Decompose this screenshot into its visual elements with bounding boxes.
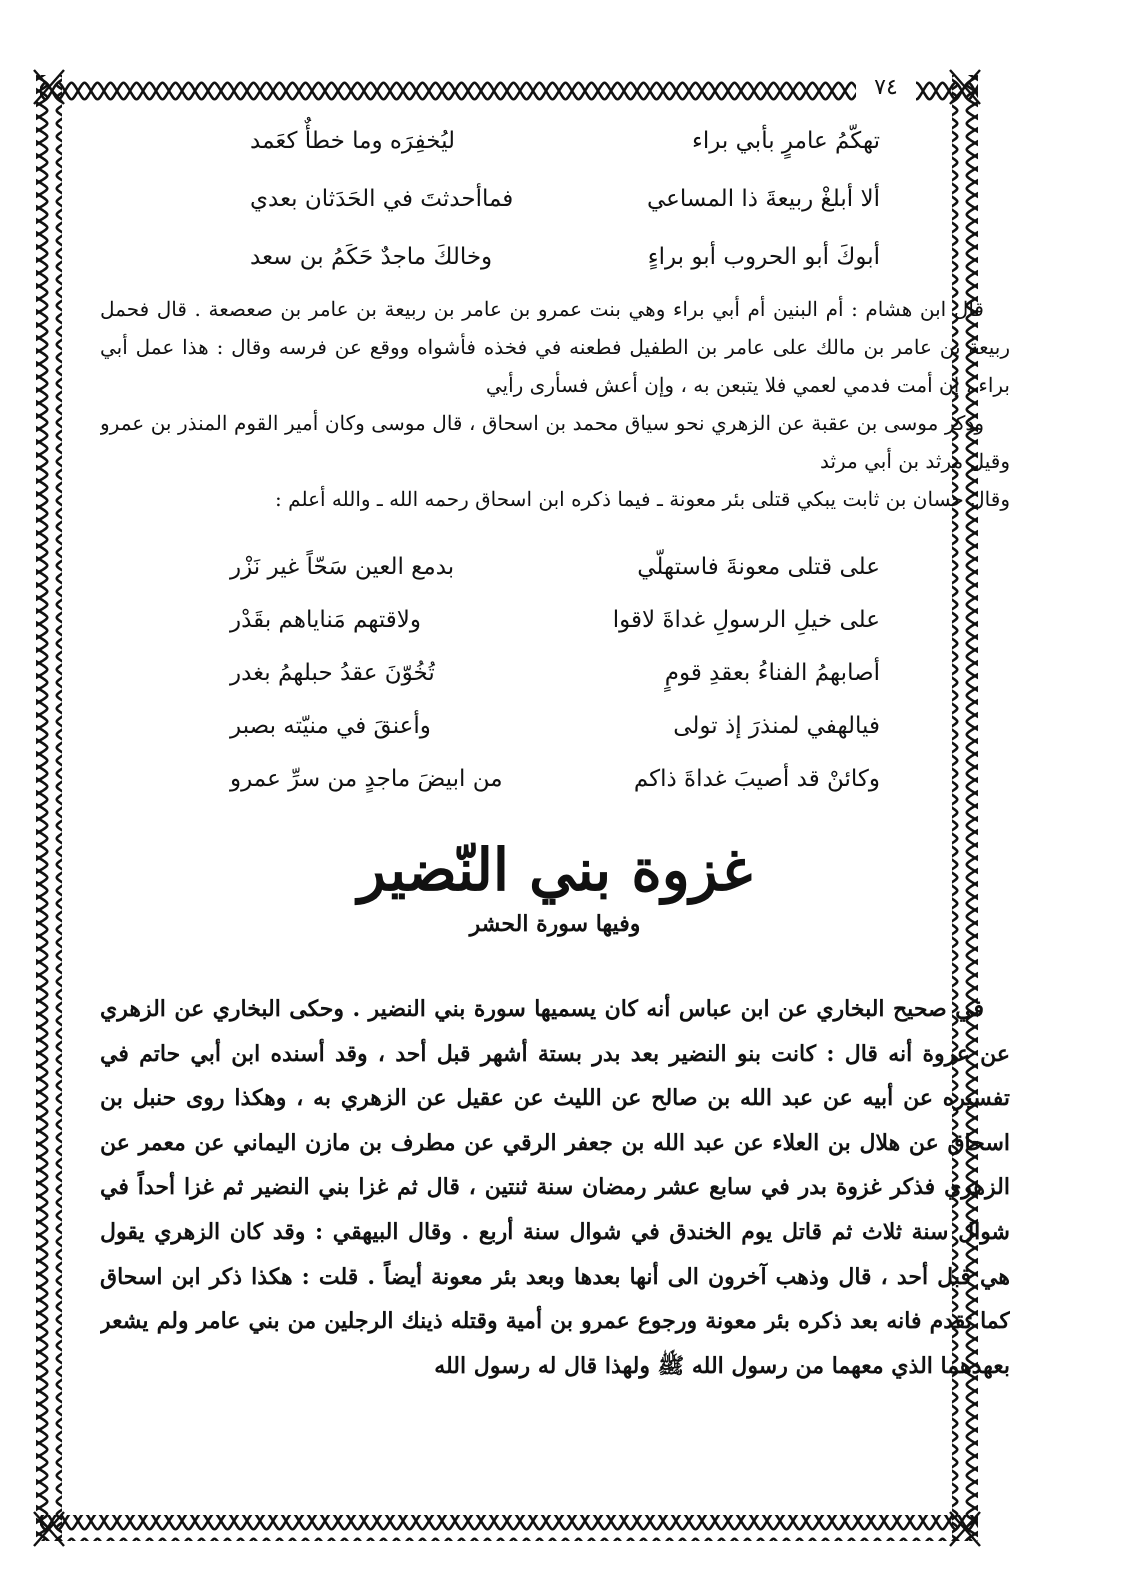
verse-first-hemistich: على قتلى معونةَ فاستهلّي (637, 553, 880, 580)
chapter-subtitle: وفيها سورة الحشر (469, 911, 641, 937)
prose-block-1 (100, 290, 1010, 518)
verse-first-hemistich: فيالهفي لمنذرَ إذ تولى (673, 712, 880, 739)
paragraph: وقال حسان بن ثابت يبكي قتلى بئر معونة ـ فيما ذكره ابن اسحاق رحمه الله ـ والله أعلم : (275, 487, 1010, 511)
verse-first-hemistich: تهكّمُ عامرٍ بأبي براء (692, 128, 880, 154)
verse-first-hemistich: أصابهمُ الفناءُ بعقدِ قومٍ (664, 659, 880, 686)
verse-line (230, 752, 880, 805)
verse-second-hemistich: تُخُوّنَ عقدُ حبلهمُ بغدر (230, 659, 435, 686)
verse-first-hemistich: أبوكَ أبو الحروب أبو براءٍ (647, 244, 880, 270)
chapter-title: غزوة بني النّضير (357, 836, 753, 904)
verse-block-top (250, 112, 880, 286)
verse-line (250, 170, 880, 228)
verse-second-hemistich: ولاقتهم مَناياهم بقَدْر (230, 606, 422, 633)
verse-first-hemistich: وكائنْ قد أصيبَ غداةَ ذاكم (633, 765, 880, 792)
verse-second-hemistich: فماأحدثتَ في الحَدَثان بعدي (250, 186, 514, 212)
verse-block-middle (230, 540, 880, 805)
prose-block-2 (100, 987, 1010, 1388)
paragraph: وذكر موسى بن عقبة عن الزهري نحو سياق محمد بن اسحاق ، قال موسى وكان أمير القوم المنذر بن عمرو وقيل مرثد بن أبي مرثد (100, 411, 1010, 473)
verse-first-hemistich: ألا أبلغْ ربيعةَ ذا المساعي (646, 186, 880, 212)
verse-second-hemistich: وخالكَ ماجدٌ حَكَمُ بن سعد (250, 244, 493, 270)
verse-second-hemistich: وأعنقَ في منيّته بصبر (230, 712, 431, 739)
verse-second-hemistich: ليُخفِرَه وما خطأٌ كعَمد (250, 128, 456, 154)
page-number: ٧٤ (856, 72, 916, 104)
verse-second-hemistich: بدمع العين سَحّاً غير نَزْر (230, 553, 455, 580)
verse-first-hemistich: على خيلِ الرسولِ غداةَ لاقوا (612, 606, 880, 633)
chapter-heading (100, 831, 1010, 939)
paragraph: في صحيح البخاري عن ابن عباس أنه كان يسميها سورة بني النضير . وحكى البخاري عن الزهري عن عروة أنه قال : كانت بنو النضير بعد بدر بستة أشهر قبل أحد ، وقد أسنده ابن أبي حاتم في تفسيره عن أبيه عن عبد الله بن صالح عن الليث عن عقيل عن الزهري به ، وهكذا روى حنبل بن اسحاق عن هلال بن العلاء عن عبد الله بن جعفر الرقي عن مطرف بن مازن اليماني عن معمر عن الزهري فذكر غزوة بدر في سابع عشر رمضان سنة ثنتين ، قال ثم غزا بني النضير ثم غزا أحداً في شوال سنة ثلاث ثم قاتل يوم الخندق في شوال سنة أربع . وقال البيهقي : وقد كان الزهري يقول هي قبل أحد ، قال وذهب آخرون الى أنها بعدها وبعد بئر معونة أيضاً . قلت : هكذا ذكر ابن اسحاق كما تقدم فانه بعد ذكره بئر معونة ورجوع عمرو بن أمية وقتله ذينك الرجلين من بني عامر ولم يشعر بعهدهما الذي معهما من رسول الله ﷺ ولهذا قال له رسول الله (100, 996, 1010, 1379)
verse-line (230, 540, 880, 593)
paragraph: قال ابن هشام : أم البنين أم أبي براء وهي بنت عمرو بن عامر بن ربيعة بن عامر بن صعصعة . قال فحمل ربيعة بن عامر بن مالك على عامر بن الطفيل فطعنه في فخذه فأشواه ووقع عن فرسه وقال : هذا عمل أبي براء ، إن أمت فدمي لعمي فلا يتبعن به ، وإن أعش فسأرى رأيي (100, 297, 1010, 397)
verse-line (230, 646, 880, 699)
page-content (100, 112, 1010, 1522)
verse-second-hemistich: من ابيضَ ماجدٍ من سرِّ عمرو (230, 765, 503, 792)
verse-line (230, 699, 880, 752)
verse-line (230, 593, 880, 646)
verse-line (250, 228, 880, 286)
verse-line (250, 112, 880, 170)
